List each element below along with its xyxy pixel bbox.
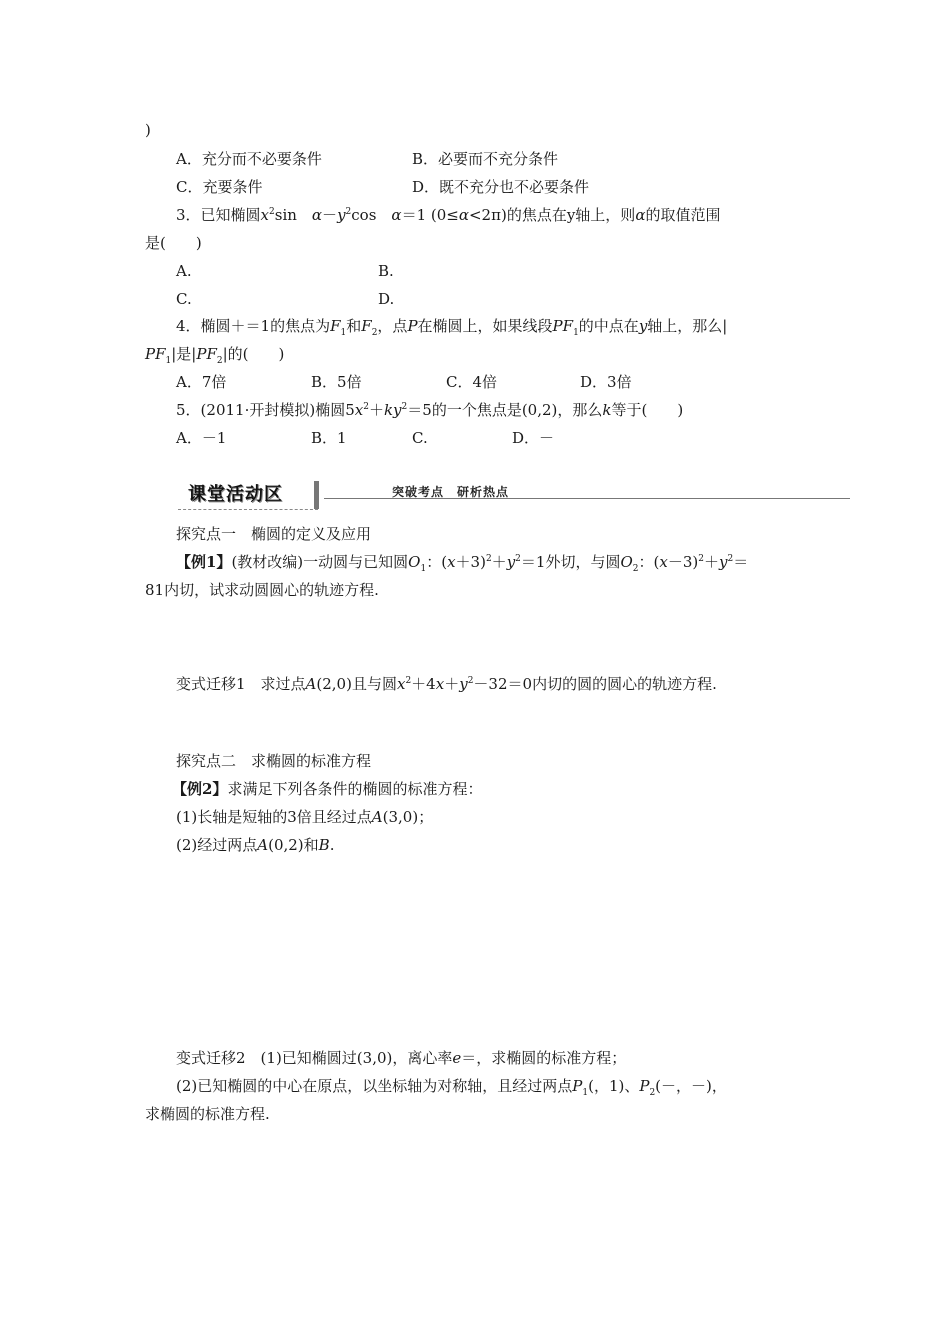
banner-divider <box>314 481 319 509</box>
q4-axis-text: 轴上，那么| <box>647 317 728 335</box>
variation1-intro: 变式迁移1 求过点 <box>176 675 306 693</box>
q4-stem-line2: $PF_1|$是$|PF_2|$的( ) <box>145 345 285 366</box>
example1: 【例1】(教材改编)一动圆与已知圆$O_1$：$(x+3)^2+y^2=1$外切，与圆$O_2$：$(x-3)^2+y^2=$ <box>176 553 749 574</box>
banner-title: 课堂活动区 <box>188 484 283 505</box>
q3-range-text: 的取值范围 <box>645 206 721 224</box>
q3-intro: 3．已知椭圆 <box>176 206 261 224</box>
q5-equals-text: 等于( ) <box>611 401 684 419</box>
item2-mid: 和 <box>303 836 319 854</box>
section1-heading: 探究点一 椭圆的定义及应用 <box>176 525 372 543</box>
example1-line2: 81内切，试求动圆圆心的轨迹方程. <box>145 581 379 599</box>
section2-heading: 探究点二 求椭圆的标准方程 <box>176 752 372 770</box>
q3-option-d: D. <box>378 290 395 308</box>
q2-option-a: A．充分而不必要条件 <box>176 150 322 168</box>
example2-item1: (1)长轴是短轴的3倍且经过点A(3,0)； <box>176 808 434 826</box>
banner-dashed-underline <box>178 509 318 510</box>
q4-option-d: D．3倍 <box>580 373 632 391</box>
q5-option-a: A．－1 <box>176 429 227 447</box>
q5-intro: 5．(2011·开封模拟)椭圆 <box>176 401 346 419</box>
example1-intro: (教材改编)一动圆与已知圆 <box>231 553 409 571</box>
example2 <box>172 778 482 800</box>
q5-option-d: D．－ <box>512 429 555 447</box>
q4-midpoint-text: 的中点在 <box>578 317 639 335</box>
variation2-eccentricity-text: ＝，求椭圆的标准方程； <box>461 1049 627 1067</box>
q2-tail: ) <box>145 121 151 139</box>
q4-stem: 4．椭圆＋＝1的焦点为$F_1$和$F_2$，点P在椭圆上，如果线段$PF_1$的中点在y轴上，那么| <box>176 317 728 338</box>
variation1-circle-text: 且与圆 <box>351 675 397 693</box>
variation2-line1: 变式迁移2 (1)已知椭圆过(3,0)，离心率e＝，求椭圆的标准方程； <box>176 1049 627 1067</box>
q4-ratio-text: |的( ) <box>222 345 285 363</box>
section-banner <box>178 481 850 511</box>
banner-subtitle: 突破考点 研析热点 <box>392 485 510 499</box>
q5-focus-text: ＝5的一个焦点是(0,2)，那么 <box>407 401 603 419</box>
variation2-line3: 求椭圆的标准方程. <box>145 1105 270 1123</box>
example1-tangent-text: 外切，与圆 <box>545 553 621 571</box>
q3-focus-text: 的焦点在 <box>506 206 567 224</box>
q3-option-a: A. <box>176 262 192 280</box>
item2-text: (2)经过两点 <box>176 836 258 854</box>
q4-segment-text: 在椭圆上，如果线段 <box>417 317 553 335</box>
example2-label: 【例2】 <box>172 780 228 798</box>
variation2-p2: (－，－)， <box>655 1077 727 1095</box>
variation2-line2: (2)已知椭圆的中心在原点，以坐标轴为对称轴，且经过两点$P_1$(，1)、$P_2(-$，－)， <box>176 1077 727 1098</box>
q5-stem: 5．(2011·开封模拟)椭圆$5x^2+ky^2=5$的一个焦点是(0,2)，那么k等于( ) <box>176 401 684 419</box>
q2-option-d: D．既不充分也不必要条件 <box>412 178 590 196</box>
q4-point-text: ，点 <box>377 317 408 335</box>
q5-option-b: B．1 <box>311 429 347 447</box>
example2-item2: (2)经过两点A(0,2)和B. <box>176 836 335 854</box>
q4-option-a: A．7倍 <box>176 373 227 391</box>
variation1: 变式迁移1 求过点A(2,0)且与圆$x^2+4x+y^2-32=0$内切的圆的圆心的轨迹方程. <box>176 675 717 693</box>
example2-text: 求满足下列各条件的椭圆的标准方程： <box>227 780 483 798</box>
q2-option-b: B．必要而不充分条件 <box>412 150 559 168</box>
item1-end: ； <box>418 808 434 826</box>
q4-option-c: C．4倍 <box>446 373 498 391</box>
variation2-intro: 变式迁移2 (1)已知椭圆过(3,0)，离心率 <box>176 1049 453 1067</box>
q5-option-c: C. <box>412 429 428 447</box>
q2-option-c: C．充要条件 <box>176 178 263 196</box>
example1-label: 【例1】 <box>176 553 232 571</box>
variation2-p1: (，1)、 <box>588 1077 640 1095</box>
q3-alpha: α <box>635 206 646 224</box>
item1-text: (1)长轴是短轴的3倍且经过点 <box>176 808 372 826</box>
variation1-end: 内切的圆的圆心的轨迹方程. <box>532 675 717 693</box>
q3-option-c: C. <box>176 290 192 308</box>
q4-option-b: B．5倍 <box>311 373 362 391</box>
q4-intro: 4．椭圆＋＝1的焦点为 <box>176 317 331 335</box>
q3-option-b: B. <box>378 262 394 280</box>
q3-stem: 3．已知椭圆$x^2\sin$ $\alpha-y^2\cos$ α＝1 (0≤α<2π)的焦点在y轴上，则α的取值范围 <box>176 206 721 224</box>
q3-stem-line2: 是( ) <box>145 234 202 252</box>
variation2-conditions: (2)已知椭圆的中心在原点，以坐标轴为对称轴，且经过两点 <box>176 1077 573 1095</box>
q3-axis-text: y轴上，则 <box>566 206 636 224</box>
